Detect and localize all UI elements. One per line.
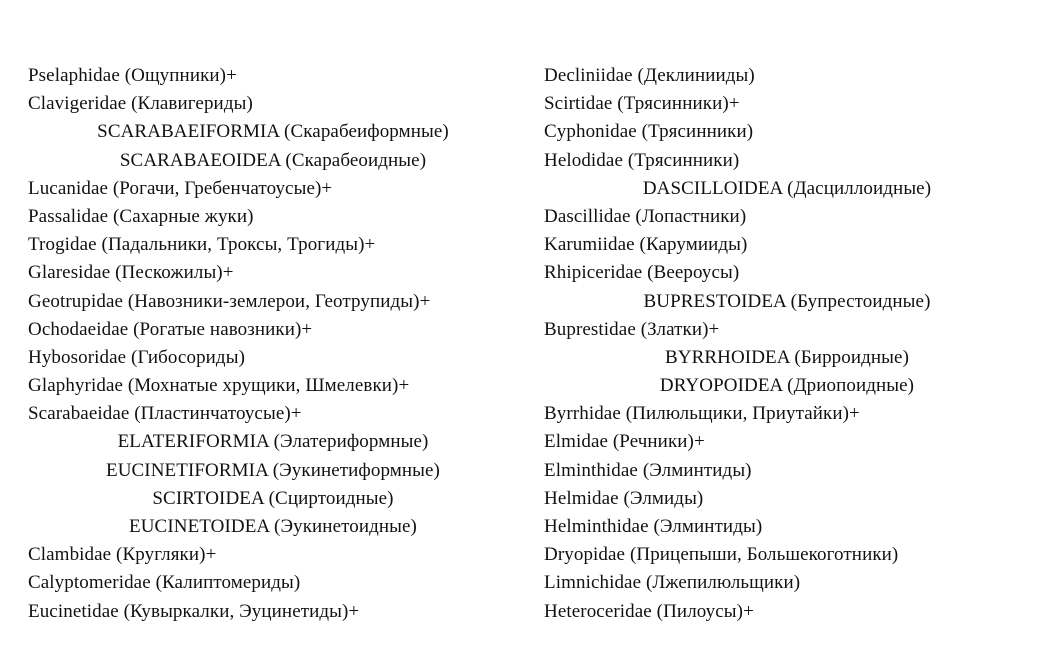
family-line: Passalidae (Сахарные жуки) bbox=[28, 205, 254, 227]
family-line: Elmidae (Речники)+ bbox=[544, 431, 705, 453]
taxon-heading: ELATERIFORMIA (Элатериформные) bbox=[117, 431, 429, 453]
family-line: Helminthidae (Элминтиды) bbox=[544, 516, 763, 537]
family-line: Pselaphidae (Ощупники)+ bbox=[28, 65, 237, 86]
family-line: Glaphyridae (Мохнатые хрущики, Шмелевки)+ bbox=[28, 375, 410, 397]
family-line: Helmidae (Элмиды) bbox=[544, 487, 704, 509]
family-line: Lucanidae (Рогачи, Гребенчатоусые)+ bbox=[28, 177, 333, 199]
family-line: Karumiidae (Карумииды) bbox=[544, 234, 748, 256]
family-line: Eucinetidae (Кувыркалки, Эуцинетиды)+ bbox=[28, 600, 360, 622]
family-line: Geotrupidae (Навозники-землерои, Геотрупиды)+ bbox=[28, 290, 431, 312]
taxon-heading: BYRRHOIDEA (Бирроидные) bbox=[665, 346, 909, 368]
taxon-heading: EUCINETOIDEA (Эукинетоидные) bbox=[129, 516, 417, 537]
family-line: Byrrhidae (Пилюльщики, Приутайки)+ bbox=[544, 403, 860, 425]
family-line: Decliniidae (Деклинииды) bbox=[544, 65, 755, 86]
taxon-heading: DASCILLOIDEA (Дасциллоидные) bbox=[642, 177, 932, 199]
family-line: Elminthidae (Элминтиды) bbox=[544, 459, 752, 481]
taxon-heading: DRYOPOIDEA (Дриопоидные) bbox=[659, 375, 915, 397]
family-line: Dryopidae (Прицепыши, Большекоготники) bbox=[544, 544, 899, 566]
family-line: Scirtidae (Трясинники)+ bbox=[544, 93, 740, 115]
taxon-heading: BUPRESTOIDEA (Бупрестоидные) bbox=[643, 290, 931, 312]
family-line: Heteroceridae (Пилоусы)+ bbox=[544, 600, 754, 622]
family-line: Buprestidae (Златки)+ bbox=[544, 318, 720, 340]
family-line: Trogidae (Падальники, Троксы, Трогиды)+ bbox=[28, 234, 376, 256]
taxon-heading: SCARABAEOIDEA (Скарабеоидные) bbox=[119, 149, 427, 171]
family-line: Clavigeridae (Клавигериды) bbox=[28, 93, 253, 115]
taxon-heading: EUCINETIFORMIA (Эукинетиформные) bbox=[106, 459, 440, 481]
family-line: Clambidae (Кругляки)+ bbox=[28, 544, 217, 566]
family-line: Rhipiceridae (Веероусы) bbox=[544, 262, 740, 284]
family-line: Glaresidae (Пескожилы)+ bbox=[28, 262, 234, 284]
left-column bbox=[28, 62, 518, 626]
family-line: Scarabaeidae (Пластинчатоусые)+ bbox=[28, 403, 302, 425]
family-line: Hybosoridae (Гибосориды) bbox=[28, 346, 245, 368]
family-line: Calyptomeridae (Калиптомериды) bbox=[28, 572, 301, 594]
family-line: Limnichidae (Лжепилюльщики) bbox=[544, 572, 801, 594]
family-line: Helodidae (Трясинники) bbox=[544, 149, 740, 171]
taxon-heading: SCARABAEIFORMIA (Скарабеиформные) bbox=[97, 121, 449, 143]
family-line: Cyphonidae (Трясинники) bbox=[544, 121, 754, 143]
taxon-heading: SCIRTOIDEA (Сциртоидные) bbox=[152, 487, 394, 509]
family-line: Dascillidae (Лопастники) bbox=[544, 205, 747, 227]
family-line: Ochodaeidae (Рогатые навозники)+ bbox=[28, 318, 313, 340]
right-column bbox=[544, 62, 1014, 626]
